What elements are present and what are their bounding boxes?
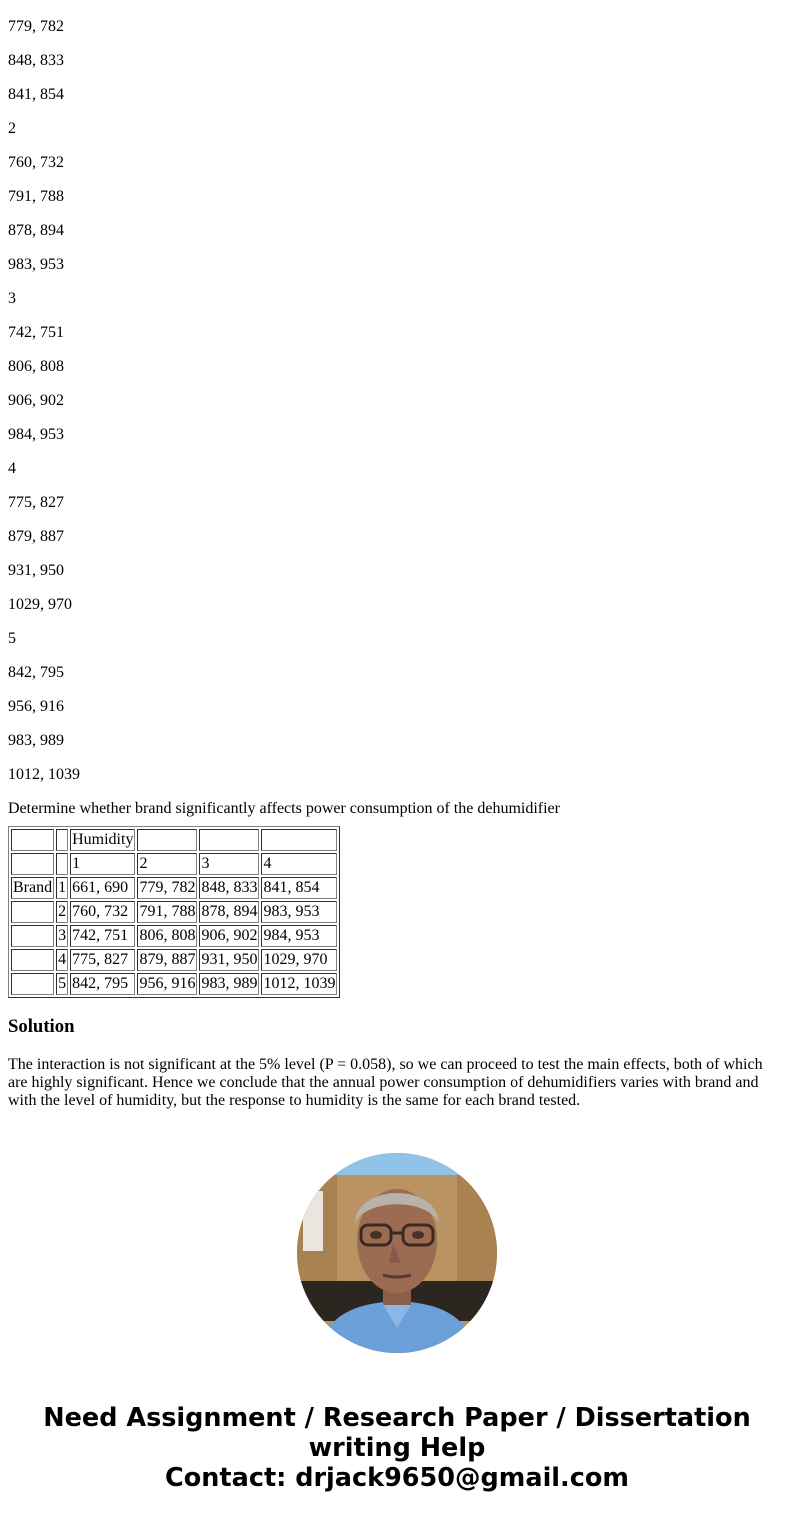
data-line: 742, 751 <box>8 324 64 341</box>
table-cell: 791, 788 <box>137 901 197 923</box>
table-cell <box>199 829 259 851</box>
table-header-level: 3 <box>199 853 259 875</box>
table-header-humidity: Humidity <box>70 829 135 851</box>
cta-line-1: Need Assignment / Research Paper / Dissertation <box>43 1403 751 1433</box>
cta-contact-email: Contact: drjack9650@gmail.com <box>165 1463 629 1493</box>
table-header-level: 2 <box>137 853 197 875</box>
table-row <box>11 949 337 971</box>
data-line: 841, 854 <box>8 86 64 103</box>
table-cell: 984, 953 <box>261 925 337 947</box>
author-avatar <box>297 1153 497 1353</box>
table-cell <box>56 829 68 851</box>
table-cell: 842, 795 <box>70 973 135 995</box>
data-line: 775, 827 <box>8 494 64 511</box>
data-table <box>8 826 340 998</box>
table-header-level: 4 <box>261 853 337 875</box>
table-brand-number: 2 <box>56 901 68 923</box>
table-cell: 806, 808 <box>137 925 197 947</box>
table-cell: 779, 782 <box>137 877 197 899</box>
data-line: 848, 833 <box>8 52 64 69</box>
data-line: 4 <box>8 460 16 477</box>
data-line: 842, 795 <box>8 664 64 681</box>
table-row <box>11 925 337 947</box>
table-cell: 983, 989 <box>199 973 259 995</box>
data-line: 5 <box>8 630 16 647</box>
table-cell: 848, 833 <box>199 877 259 899</box>
data-line: 760, 732 <box>8 154 64 171</box>
table-header-row <box>11 829 337 851</box>
table-cell: 661, 690 <box>70 877 135 899</box>
data-line: 806, 808 <box>8 358 64 375</box>
solution-text: The interaction is not significant at the 5% level (P = 0.058), so we can proceed to test the main effects, both of which are highly significant. Hence we conclude that the annual power consumption of dehumidifiers varies with brand and with the level of humidity, but the response to humidity is the same for each brand tested. <box>8 1056 763 1109</box>
table-row-label <box>11 949 54 971</box>
table-cell: 906, 902 <box>199 925 259 947</box>
data-line: 1029, 970 <box>8 596 72 613</box>
data-line: 779, 782 <box>8 18 64 35</box>
table-row-label <box>11 901 54 923</box>
table-brand-number: 3 <box>56 925 68 947</box>
table-cell: 878, 894 <box>199 901 259 923</box>
data-line: 791, 788 <box>8 188 64 205</box>
table-cell <box>137 829 197 851</box>
table-cell: 931, 950 <box>199 949 259 971</box>
table-brand-number: 4 <box>56 949 68 971</box>
table-cell <box>56 853 68 875</box>
solution-heading: Solution <box>8 1016 75 1037</box>
table-brand-number: 1 <box>56 877 68 899</box>
table-cell: 1012, 1039 <box>261 973 337 995</box>
table-cell: 841, 854 <box>261 877 337 899</box>
table-cell: 983, 953 <box>261 901 337 923</box>
table-row-label <box>11 973 54 995</box>
data-line: 906, 902 <box>8 392 64 409</box>
data-line: 878, 894 <box>8 222 64 239</box>
data-line: 984, 953 <box>8 426 64 443</box>
question-prompt: Determine whether brand significantly affects power consumption of the dehumidifier <box>8 800 560 817</box>
data-line: 3 <box>8 290 16 307</box>
table-cell <box>11 829 54 851</box>
table-brand-number: 5 <box>56 973 68 995</box>
table-cell <box>11 853 54 875</box>
data-line: 1012, 1039 <box>8 766 80 783</box>
table-row-label: Brand <box>11 877 54 899</box>
cta-line-2: writing Help <box>308 1433 486 1463</box>
data-line: 879, 887 <box>8 528 64 545</box>
table-row <box>11 973 337 995</box>
table-header-level: 1 <box>70 853 135 875</box>
table-cell <box>261 829 337 851</box>
data-line: 931, 950 <box>8 562 64 579</box>
data-line: 956, 916 <box>8 698 64 715</box>
data-line: 2 <box>8 120 16 137</box>
author-photo-icon <box>297 1153 497 1353</box>
contact-banner <box>0 1403 794 1493</box>
table-row <box>11 901 337 923</box>
table-header-row <box>11 853 337 875</box>
table-row-label <box>11 925 54 947</box>
data-line: 983, 989 <box>8 732 64 749</box>
table-cell: 742, 751 <box>70 925 135 947</box>
document-body <box>8 0 786 1110</box>
table-cell: 775, 827 <box>70 949 135 971</box>
table-cell: 760, 732 <box>70 901 135 923</box>
table-row <box>11 877 337 899</box>
partial-line <box>8 0 786 2</box>
table-cell: 956, 916 <box>137 973 197 995</box>
table-cell: 1029, 970 <box>261 949 337 971</box>
data-line: 983, 953 <box>8 256 64 273</box>
table-cell: 879, 887 <box>137 949 197 971</box>
data-lines <box>8 0 786 818</box>
